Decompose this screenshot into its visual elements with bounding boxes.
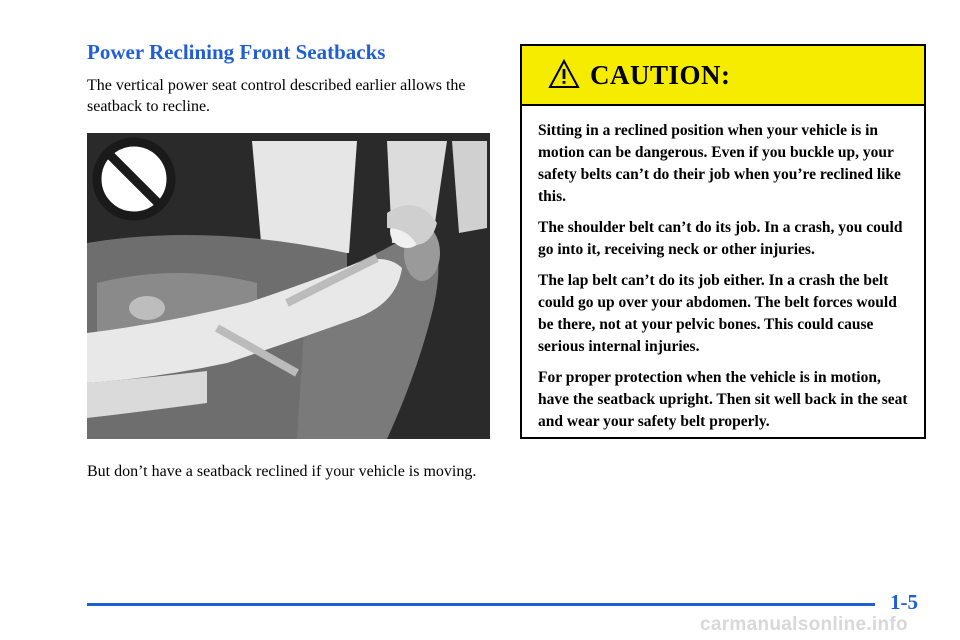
warning-triangle-icon [548, 59, 580, 89]
watermark: carmanualsonline.info [700, 614, 908, 635]
caution-header [522, 46, 924, 106]
caution-title: CAUTION: [590, 60, 731, 90]
caution-box [520, 44, 926, 439]
footer-rule [87, 603, 875, 606]
section-heading: Power Reclining Front Seatbacks [87, 40, 386, 64]
closing-paragraph: But don’t have a seatback reclined if your vehicle is moving. [87, 463, 477, 480]
caution-paragraph: The lap belt can’t do its job either. In a crash the belt could go up over your abdomen. The belt forces would be there, not at your pelvic bones. This could cause serious internal injuries. [538, 272, 897, 355]
reclined-seat-illustration [87, 133, 490, 439]
intro-paragraph: The vertical power seat control described earlier allows the seatback to recline. [87, 77, 466, 115]
page-number: 1-5 [890, 590, 918, 614]
caution-paragraph: Sitting in a reclined position when your vehicle is in motion can be dangerous. Even if you buckle up, your safety belts can’t do their job when you’re reclined like this. [538, 122, 901, 205]
caution-paragraph: The shoulder belt can’t do its job. In a crash, you could go into it, receiving neck or other injuries. [538, 219, 903, 258]
caution-paragraph: For proper protection when the vehicle is in motion, have the seatback upright. Then sit well back in the seat and wear your safety belt properly. [538, 369, 908, 430]
caution-body [522, 106, 924, 433]
